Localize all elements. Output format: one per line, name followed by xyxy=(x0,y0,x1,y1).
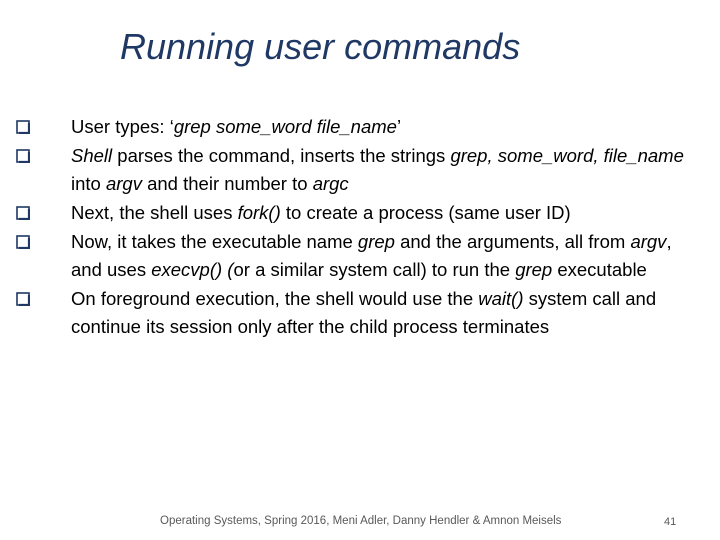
bullet-item xyxy=(14,285,704,341)
hollow-square-bullet-icon xyxy=(16,206,30,220)
bullet-text-segment: into xyxy=(71,173,106,194)
bullet-text-segment: grep, some_word, file_name xyxy=(450,145,684,166)
bullet-item xyxy=(14,199,704,227)
bullet-text xyxy=(71,228,704,284)
bullet-item xyxy=(14,113,704,141)
slide-footer: Operating Systems, Spring 2016, Meni Adler, Danny Hendler & Amnon Meisels xyxy=(160,515,562,527)
bullet-text-segment: Now, it takes the executable name xyxy=(71,231,358,252)
bullet-text xyxy=(71,199,704,227)
bullet-text-segment: parses the command, inserts the strings xyxy=(112,145,451,166)
hollow-square-bullet-icon xyxy=(16,235,30,249)
bullet-text-segment: On foreground execution, the shell would use the xyxy=(71,288,479,309)
bullet-text-segment: Next, the shell uses xyxy=(71,202,238,223)
bullet-text-segment: argc xyxy=(312,173,349,194)
bullet-text-segment: and their number to xyxy=(141,173,313,194)
page-number: 41 xyxy=(664,516,677,528)
bullet-text-segment: grep xyxy=(515,259,553,280)
bullet-text-segment: grep xyxy=(357,231,395,252)
hollow-square-bullet-icon xyxy=(16,292,30,306)
bullet-text-segment: to create a process (same user ID) xyxy=(280,202,571,223)
bullet-item xyxy=(14,228,704,284)
hollow-square-bullet-icon xyxy=(16,149,30,163)
bullet-text-segment: system call and continue its session only after the child process terminates xyxy=(71,288,657,337)
bullet-text-segment: ’ xyxy=(396,116,402,137)
bullet-text-segment: grep some_word file_name xyxy=(173,116,397,137)
bullet-text-segment: execvp() ( xyxy=(151,259,234,280)
bullet-text-segment: argv xyxy=(630,231,667,252)
bullet-text-segment: wait() xyxy=(478,288,524,309)
hollow-square-bullet-icon xyxy=(16,120,30,134)
bullet-text xyxy=(71,285,704,341)
bullet-text-segment: Shell xyxy=(71,145,113,166)
bullet-list xyxy=(14,113,704,342)
slide-title: Running user commands xyxy=(120,26,521,67)
bullet-item xyxy=(14,142,704,198)
bullet-text xyxy=(71,113,704,141)
bullet-text-segment: User types: ‘ xyxy=(71,116,174,137)
bullet-text xyxy=(71,142,704,198)
bullet-text-segment: or a similar system call) to run the xyxy=(233,259,516,280)
bullet-text-segment: executable xyxy=(552,259,647,280)
bullet-text-segment: and the arguments, all from xyxy=(394,231,631,252)
bullet-text-segment: argv xyxy=(105,173,142,194)
bullet-text-segment: fork() xyxy=(237,202,281,223)
bullet-text-segment: , and uses xyxy=(71,231,672,280)
